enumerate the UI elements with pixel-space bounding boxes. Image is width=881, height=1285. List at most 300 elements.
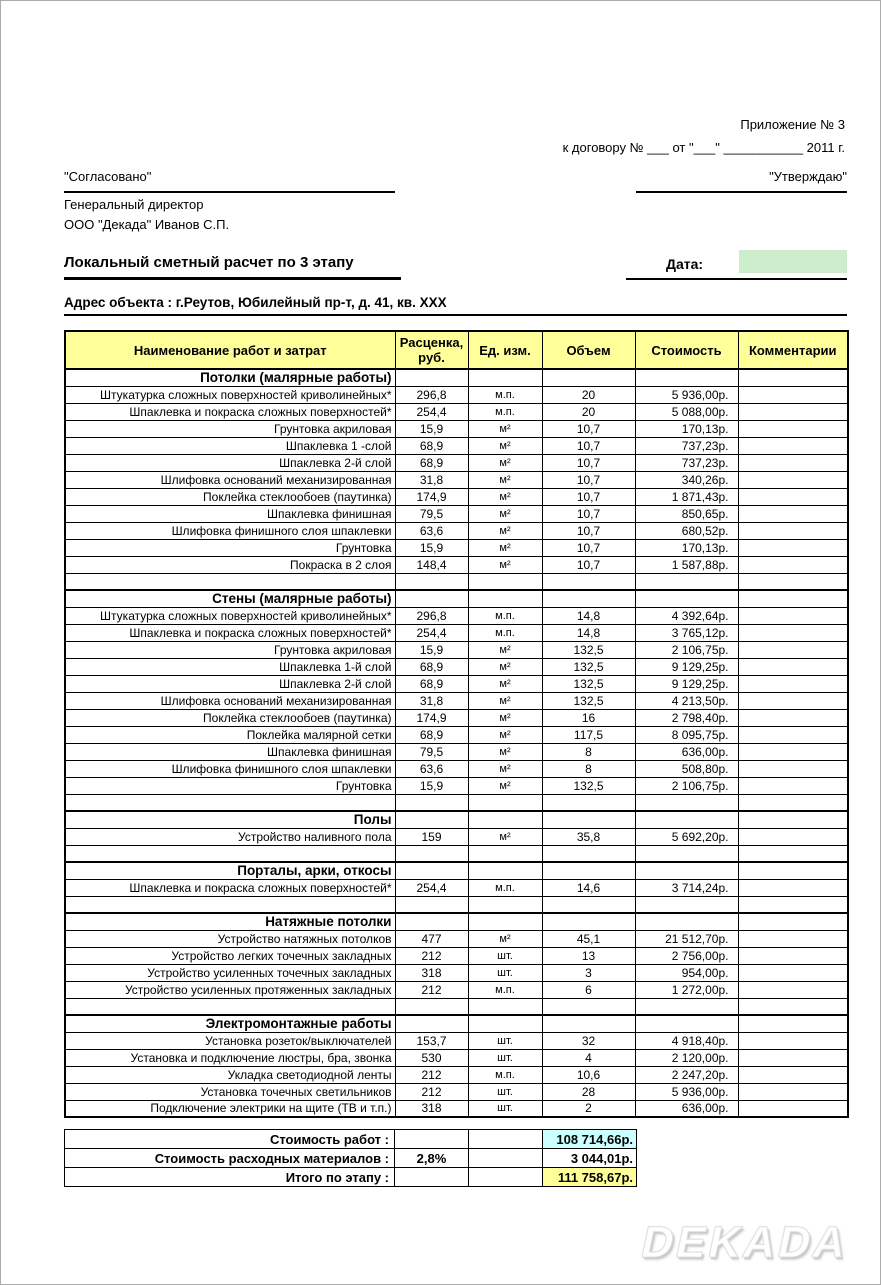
- col-header-volume: Объем: [542, 331, 635, 369]
- cost-value: 2 106,75р.: [635, 641, 738, 658]
- col-header-cost: Стоимость: [635, 331, 738, 369]
- agreed-label: "Согласовано": [64, 169, 395, 193]
- cost-value: 2 106,75р.: [635, 777, 738, 794]
- comment-cell: [738, 1083, 848, 1100]
- empty-cell: [468, 845, 542, 862]
- empty-cell: [468, 862, 542, 879]
- work-name: Устройство усиленных протяженных закладных: [65, 981, 395, 998]
- unit-value: м²: [468, 420, 542, 437]
- approved-label: "Утверждаю": [636, 169, 847, 193]
- director-block: [64, 195, 229, 235]
- unit-value: м.п.: [468, 1066, 542, 1083]
- rate-value: 15,9: [395, 539, 468, 556]
- table-row: [65, 1066, 848, 1083]
- empty-cell: [542, 794, 635, 811]
- comment-cell: [738, 743, 848, 760]
- comment-cell: [738, 930, 848, 947]
- comment-cell: [738, 658, 848, 675]
- volume-value: 20: [542, 386, 635, 403]
- table-row: [65, 930, 848, 947]
- empty-cell: [468, 1015, 542, 1032]
- empty-cell: [395, 862, 468, 879]
- empty-cell: [542, 590, 635, 607]
- empty-cell: [635, 845, 738, 862]
- appendix-line1: Приложение № 3: [740, 117, 845, 132]
- director-company: ООО "Декада" Иванов С.П.: [64, 217, 230, 232]
- section-title: Потолки (малярные работы): [65, 369, 395, 386]
- work-name: Штукатурка сложных поверхностей криволинейных*: [65, 386, 395, 403]
- volume-value: 132,5: [542, 641, 635, 658]
- unit-value: м²: [468, 760, 542, 777]
- empty-cell: [542, 998, 635, 1015]
- empty-cell: [468, 590, 542, 607]
- empty-cell: [542, 369, 635, 386]
- table-row: [65, 675, 848, 692]
- table-row: [65, 641, 848, 658]
- unit-value: м²: [468, 743, 542, 760]
- rate-value: 318: [395, 1100, 468, 1117]
- empty-cell: [635, 369, 738, 386]
- rate-value: 174,9: [395, 488, 468, 505]
- cost-value: 5 936,00р.: [635, 386, 738, 403]
- work-name: Грунтовка: [65, 777, 395, 794]
- empty-cell: [738, 369, 848, 386]
- work-name: Шпаклевка и покраска сложных поверхностей*: [65, 879, 395, 896]
- empty-cell: [395, 811, 468, 828]
- work-name: Подключение электрики на щите (ТВ и т.п.): [65, 1100, 395, 1117]
- col-header-unit: Ед. изм.: [468, 331, 542, 369]
- comment-cell: [738, 777, 848, 794]
- totals-table-body: [65, 1130, 637, 1187]
- work-name: Шпаклевка финишная: [65, 505, 395, 522]
- section-title: Электромонтажные работы: [65, 1015, 395, 1032]
- unit-value: м²: [468, 505, 542, 522]
- cost-value: 21 512,70р.: [635, 930, 738, 947]
- rate-value: 15,9: [395, 420, 468, 437]
- volume-value: 20: [542, 403, 635, 420]
- unit-value: м.п.: [468, 386, 542, 403]
- rate-value: 31,8: [395, 471, 468, 488]
- cost-value: 636,00р.: [635, 743, 738, 760]
- unit-value: м.п.: [468, 981, 542, 998]
- volume-value: 132,5: [542, 692, 635, 709]
- unit-value: м²: [468, 454, 542, 471]
- volume-value: 10,7: [542, 522, 635, 539]
- total-rate: [395, 1168, 469, 1187]
- volume-value: 16: [542, 709, 635, 726]
- volume-value: 132,5: [542, 658, 635, 675]
- empty-cell: [468, 811, 542, 828]
- cost-value: 2 756,00р.: [635, 947, 738, 964]
- comment-cell: [738, 607, 848, 624]
- unit-value: м²: [468, 471, 542, 488]
- unit-value: м²: [468, 709, 542, 726]
- cost-value: 737,23р.: [635, 437, 738, 454]
- totals-row: [65, 1130, 637, 1149]
- empty-cell: [395, 573, 468, 590]
- work-name: Шпаклевка финишная: [65, 743, 395, 760]
- spacer-row: [65, 896, 848, 913]
- table-row: [65, 522, 848, 539]
- cost-value: 636,00р.: [635, 1100, 738, 1117]
- work-name: Шпаклевка и покраска сложных поверхностей*: [65, 624, 395, 641]
- comment-cell: [738, 641, 848, 658]
- work-name: Шпаклевка 1 -слой: [65, 437, 395, 454]
- cost-value: 8 095,75р.: [635, 726, 738, 743]
- empty-cell: [395, 896, 468, 913]
- appendix-line2: к договору № ___ от "___" ___________ 2011 г.: [562, 140, 845, 155]
- empty-cell: [635, 913, 738, 930]
- work-name: Устройство легких точечных закладных: [65, 947, 395, 964]
- unit-value: м²: [468, 437, 542, 454]
- unit-value: м²: [468, 641, 542, 658]
- empty-cell: [65, 998, 395, 1015]
- dekada-watermark: DEKADA: [636, 1218, 854, 1267]
- empty-cell: [542, 862, 635, 879]
- work-name: Штукатурка сложных поверхностей криволинейных*: [65, 607, 395, 624]
- cost-value: 170,13р.: [635, 420, 738, 437]
- work-name: Шпаклевка и покраска сложных поверхностей*: [65, 403, 395, 420]
- empty-cell: [738, 845, 848, 862]
- table-row: [65, 879, 848, 896]
- work-name: Установка точечных светильников: [65, 1083, 395, 1100]
- work-name: Шлифовка финишного слоя шпаклевки: [65, 522, 395, 539]
- empty-cell: [542, 896, 635, 913]
- table-row: [65, 947, 848, 964]
- comment-cell: [738, 624, 848, 641]
- volume-value: 10,7: [542, 471, 635, 488]
- rate-value: 68,9: [395, 437, 468, 454]
- totals-row: [65, 1149, 637, 1168]
- rate-value: 79,5: [395, 743, 468, 760]
- rate-value: 68,9: [395, 726, 468, 743]
- comment-cell: [738, 981, 848, 998]
- empty-cell: [468, 913, 542, 930]
- comment-cell: [738, 828, 848, 845]
- comment-cell: [738, 1066, 848, 1083]
- empty-cell: [738, 794, 848, 811]
- work-name: Шлифовка оснований механизированная: [65, 471, 395, 488]
- work-name: Устройство наливного пола: [65, 828, 395, 845]
- cost-value: 737,23р.: [635, 454, 738, 471]
- section-title: Порталы, арки, откосы: [65, 862, 395, 879]
- rate-value: 15,9: [395, 641, 468, 658]
- unit-value: м.п.: [468, 624, 542, 641]
- section-row: [65, 1015, 848, 1032]
- work-name: Укладка светодиодной ленты: [65, 1066, 395, 1083]
- comment-cell: [738, 692, 848, 709]
- volume-value: 32: [542, 1032, 635, 1049]
- rate-value: 254,4: [395, 624, 468, 641]
- comment-cell: [738, 556, 848, 573]
- unit-value: м.п.: [468, 607, 542, 624]
- comment-cell: [738, 675, 848, 692]
- empty-cell: [635, 590, 738, 607]
- volume-value: 14,8: [542, 624, 635, 641]
- rate-value: 296,8: [395, 607, 468, 624]
- cost-value: 170,13р.: [635, 539, 738, 556]
- section-title: Полы: [65, 811, 395, 828]
- empty-cell: [468, 998, 542, 1015]
- rate-value: 318: [395, 964, 468, 981]
- empty-cell: [738, 1015, 848, 1032]
- empty-cell: [738, 998, 848, 1015]
- work-name: Грунтовка акриловая: [65, 420, 395, 437]
- unit-value: м²: [468, 488, 542, 505]
- table-row: [65, 556, 848, 573]
- estimate-table-body: [65, 369, 848, 1117]
- cost-value: 2 798,40р.: [635, 709, 738, 726]
- table-row: [65, 964, 848, 981]
- totals-row: [65, 1168, 637, 1187]
- empty-cell: [468, 369, 542, 386]
- volume-value: 3: [542, 964, 635, 981]
- rate-value: 15,9: [395, 777, 468, 794]
- empty-cell: [542, 811, 635, 828]
- table-row: [65, 1032, 848, 1049]
- comment-cell: [738, 964, 848, 981]
- rate-value: 153,7: [395, 1032, 468, 1049]
- total-label: Стоимость расходных материалов :: [65, 1149, 395, 1168]
- empty-cell: [395, 590, 468, 607]
- unit-value: шт.: [468, 1100, 542, 1117]
- cost-value: 680,52р.: [635, 522, 738, 539]
- rate-value: 212: [395, 1066, 468, 1083]
- volume-value: 10,7: [542, 420, 635, 437]
- work-name: Грунтовка: [65, 539, 395, 556]
- rate-value: 530: [395, 1049, 468, 1066]
- date-input-cell[interactable]: [739, 250, 847, 273]
- comment-cell: [738, 386, 848, 403]
- volume-value: 8: [542, 743, 635, 760]
- empty-cell: [635, 573, 738, 590]
- rate-value: 174,9: [395, 709, 468, 726]
- comment-cell: [738, 471, 848, 488]
- unit-value: шт.: [468, 1049, 542, 1066]
- rate-value: 212: [395, 981, 468, 998]
- table-row: [65, 437, 848, 454]
- comment-cell: [738, 505, 848, 522]
- work-name: Шлифовка финишного слоя шпаклевки: [65, 760, 395, 777]
- table-row: [65, 1100, 848, 1117]
- table-header-row: [65, 331, 848, 369]
- volume-value: 10,7: [542, 539, 635, 556]
- work-name: Покраска в 2 слоя: [65, 556, 395, 573]
- empty-cell: [635, 896, 738, 913]
- empty-cell: [635, 811, 738, 828]
- unit-value: шт.: [468, 964, 542, 981]
- unit-value: шт.: [468, 1032, 542, 1049]
- empty-cell: [395, 369, 468, 386]
- empty-cell: [542, 1015, 635, 1032]
- volume-value: 10,7: [542, 556, 635, 573]
- table-row: [65, 726, 848, 743]
- empty-cell: [738, 896, 848, 913]
- comment-cell: [738, 420, 848, 437]
- cost-value: 508,80р.: [635, 760, 738, 777]
- cost-value: 340,26р.: [635, 471, 738, 488]
- unit-value: м²: [468, 522, 542, 539]
- unit-value: шт.: [468, 1083, 542, 1100]
- volume-value: 10,7: [542, 437, 635, 454]
- cost-value: 954,00р.: [635, 964, 738, 981]
- comment-cell: [738, 1100, 848, 1117]
- volume-value: 117,5: [542, 726, 635, 743]
- work-name: Поклейка стеклообоев (паутинка): [65, 488, 395, 505]
- work-name: Устройство натяжных потолков: [65, 930, 395, 947]
- total-label: Стоимость работ :: [65, 1130, 395, 1149]
- total-label: Итого по этапу :: [65, 1168, 395, 1187]
- cost-value: 9 129,25р.: [635, 658, 738, 675]
- unit-value: м²: [468, 675, 542, 692]
- spacer-row: [65, 794, 848, 811]
- empty-cell: [65, 845, 395, 862]
- rate-value: 148,4: [395, 556, 468, 573]
- cost-value: 4 918,40р.: [635, 1032, 738, 1049]
- empty-cell: [635, 794, 738, 811]
- col-header-rate: Расценка, руб.: [395, 331, 468, 369]
- col-header-name: Наименование работ и затрат: [65, 331, 395, 369]
- table-row: [65, 828, 848, 845]
- volume-value: 10,7: [542, 454, 635, 471]
- date-label: Дата:: [666, 256, 704, 272]
- volume-value: 10,6: [542, 1066, 635, 1083]
- rate-value: 63,6: [395, 760, 468, 777]
- comment-cell: [738, 726, 848, 743]
- estimate-table: [64, 330, 849, 1118]
- work-name: Поклейка стеклообоев (паутинка): [65, 709, 395, 726]
- empty-cell: [395, 794, 468, 811]
- table-row: [65, 760, 848, 777]
- table-row: [65, 386, 848, 403]
- rate-value: 68,9: [395, 675, 468, 692]
- empty-cell: [395, 1015, 468, 1032]
- empty-cell: [738, 573, 848, 590]
- volume-value: 10,7: [542, 505, 635, 522]
- volume-value: 2: [542, 1100, 635, 1117]
- empty-cell: [738, 913, 848, 930]
- volume-value: 28: [542, 1083, 635, 1100]
- appendix-note: [563, 113, 845, 159]
- director-title: Генеральный директор: [64, 197, 204, 212]
- section-title: Натяжные потолки: [65, 913, 395, 930]
- table-row: [65, 658, 848, 675]
- unit-value: шт.: [468, 947, 542, 964]
- empty-cell: [635, 998, 738, 1015]
- comment-cell: [738, 947, 848, 964]
- empty-cell: [469, 1130, 543, 1149]
- total-rate: [395, 1130, 469, 1149]
- rate-value: 31,8: [395, 692, 468, 709]
- empty-cell: [635, 862, 738, 879]
- work-name: Установка розеток/выключателей: [65, 1032, 395, 1049]
- volume-value: 10,7: [542, 488, 635, 505]
- empty-cell: [468, 794, 542, 811]
- table-row: [65, 692, 848, 709]
- cost-value: 4 392,64р.: [635, 607, 738, 624]
- cost-value: 1 871,43р.: [635, 488, 738, 505]
- volume-value: 8: [542, 760, 635, 777]
- comment-cell: [738, 539, 848, 556]
- cost-value: 5 088,00р.: [635, 403, 738, 420]
- work-name: Устройство усиленных точечных закладных: [65, 964, 395, 981]
- comment-cell: [738, 709, 848, 726]
- table-row: [65, 607, 848, 624]
- rate-value: 68,9: [395, 658, 468, 675]
- section-row: [65, 913, 848, 930]
- work-name: Шпаклевка 1-й слой: [65, 658, 395, 675]
- cost-value: 9 129,25р.: [635, 675, 738, 692]
- unit-value: м²: [468, 658, 542, 675]
- empty-cell: [395, 845, 468, 862]
- cost-value: 5 936,00р.: [635, 1083, 738, 1100]
- unit-value: м.п.: [468, 879, 542, 896]
- comment-cell: [738, 437, 848, 454]
- empty-cell: [542, 845, 635, 862]
- empty-cell: [738, 590, 848, 607]
- totals-table: [64, 1129, 637, 1187]
- empty-cell: [395, 913, 468, 930]
- table-row: [65, 539, 848, 556]
- work-name: Поклейка малярной сетки: [65, 726, 395, 743]
- section-row: [65, 590, 848, 607]
- volume-value: 14,8: [542, 607, 635, 624]
- spacer-row: [65, 845, 848, 862]
- date-row: [626, 250, 847, 280]
- rate-value: 159: [395, 828, 468, 845]
- table-row: [65, 420, 848, 437]
- unit-value: м²: [468, 828, 542, 845]
- section-title: Стены (малярные работы): [65, 590, 395, 607]
- cost-value: 2 120,00р.: [635, 1049, 738, 1066]
- table-row: [65, 1049, 848, 1066]
- work-name: Грунтовка акриловая: [65, 641, 395, 658]
- comment-cell: [738, 1032, 848, 1049]
- table-row: [65, 777, 848, 794]
- table-row: [65, 743, 848, 760]
- work-name: Шпаклевка 2-й слой: [65, 675, 395, 692]
- unit-value: м²: [468, 556, 542, 573]
- volume-value: 35,8: [542, 828, 635, 845]
- empty-cell: [542, 913, 635, 930]
- volume-value: 6: [542, 981, 635, 998]
- table-row: [65, 403, 848, 420]
- total-amount: 3 044,01р.: [543, 1149, 637, 1168]
- volume-value: 13: [542, 947, 635, 964]
- spacer-row: [65, 998, 848, 1015]
- empty-cell: [738, 862, 848, 879]
- rate-value: 68,9: [395, 454, 468, 471]
- work-name: Установка и подключение люстры, бра, звонка: [65, 1049, 395, 1066]
- empty-cell: [469, 1149, 543, 1168]
- empty-cell: [738, 811, 848, 828]
- total-rate: 2,8%: [395, 1149, 469, 1168]
- cost-value: 850,65р.: [635, 505, 738, 522]
- work-name: Шпаклевка 2-й слой: [65, 454, 395, 471]
- empty-cell: [395, 998, 468, 1015]
- rate-value: 254,4: [395, 879, 468, 896]
- table-row: [65, 981, 848, 998]
- volume-value: 132,5: [542, 675, 635, 692]
- object-address: Адрес объекта : г.Реутов, Юбилейный пр-т, д. 41, кв. XXX: [64, 295, 847, 316]
- comment-cell: [738, 760, 848, 777]
- table-row: [65, 1083, 848, 1100]
- rate-value: 212: [395, 947, 468, 964]
- rate-value: 254,4: [395, 403, 468, 420]
- total-amount: 111 758,67р.: [543, 1168, 637, 1187]
- total-amount: 108 714,66р.: [543, 1130, 637, 1149]
- empty-cell: [65, 794, 395, 811]
